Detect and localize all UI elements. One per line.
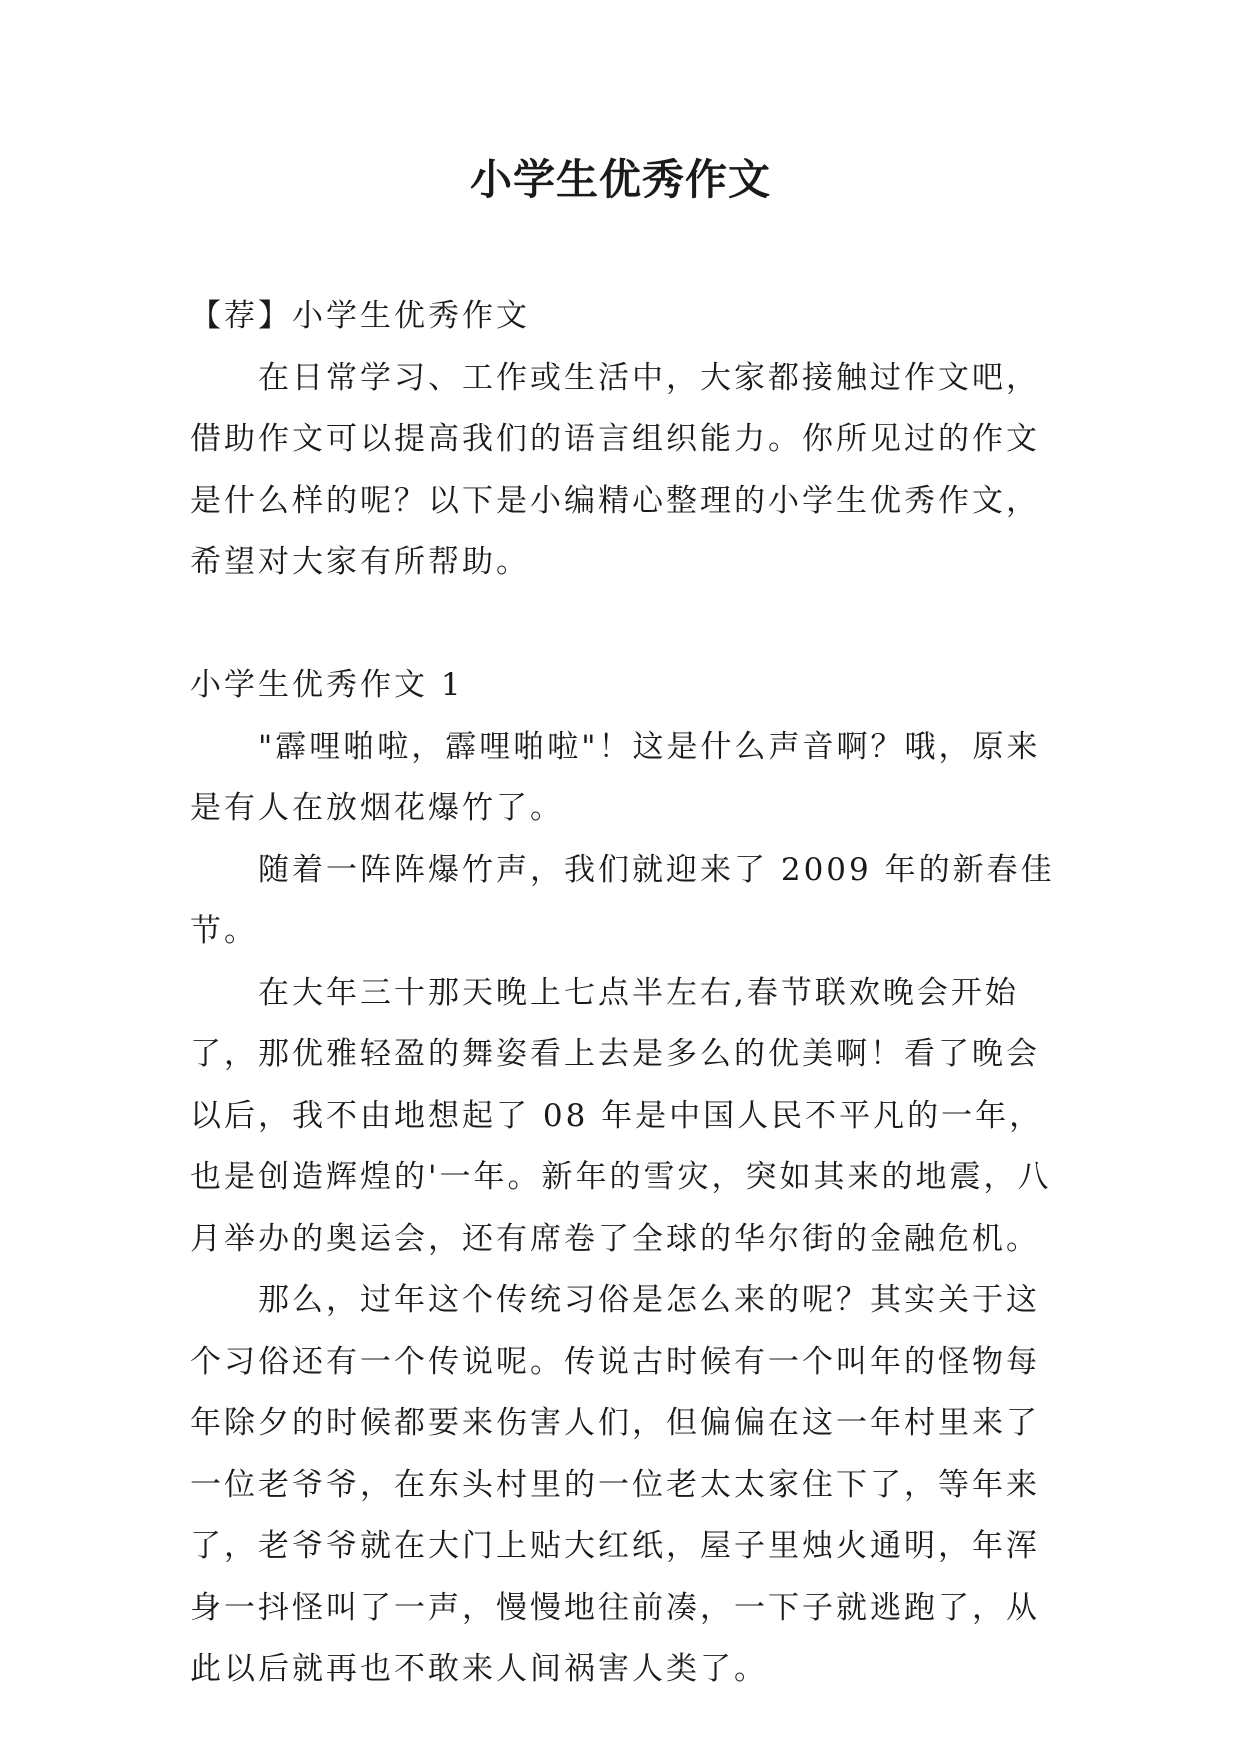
body-paragraph: 随着一阵阵爆竹声，我们就迎来了 2009 年的新春佳节。 (190, 851, 1055, 949)
intro-paragraph: 在日常学习、工作或生活中，大家都接触过作文吧，借助作文可以提高我们的语言组织能力。你所见过的作文是什么样的呢？以下是小编精心整理的小学生优秀作文，希望对大家有所帮助。 (190, 359, 1040, 580)
paragraph-spacer (190, 594, 1058, 656)
body-paragraph: 在大年三十那天晚上七点半左右,春节联欢晚会开始了，那优雅轻盈的舞姿看上去是多么的优美啊！看了晚会以后，我不由地想起了 08 年是中国人民不平凡的一年，也是创造辉煌的'一年。新年的雪灾，突如其来的地震，八月举办的奥运会，还有席卷了全球的华尔街的金融危机。 (190, 974, 1052, 1257)
body-paragraph: "霹哩啪啦，霹哩啪啦"！这是什么声音啊？哦，原来是有人在放烟花爆竹了。 (190, 728, 1041, 826)
section-heading: 小学生优秀作文 1 (190, 667, 464, 703)
document-title: 小学生优秀作文 (469, 155, 771, 204)
intro-heading: 【荐】小学生优秀作文 (190, 298, 530, 334)
body-paragraph: 那么，过年这个传统习俗是怎么来的呢？其实关于这个习俗还有一个传说呢。传说古时候有一个叫年的怪物每年除夕的时候都要来伤害人们，但偏偏在这一年村里来了一位老爷爷，在东头村里的一位老太太家住下了，等年来了，老爷爷就在大门上贴大红纸，屋子里烛火通明，年浑身一抖怪叫了一声，慢慢地往前凑，一下子就逃跑了，从此以后就再也不敢来人间祸害人类了。 (190, 1282, 1040, 1687)
document-body (190, 286, 1058, 1701)
